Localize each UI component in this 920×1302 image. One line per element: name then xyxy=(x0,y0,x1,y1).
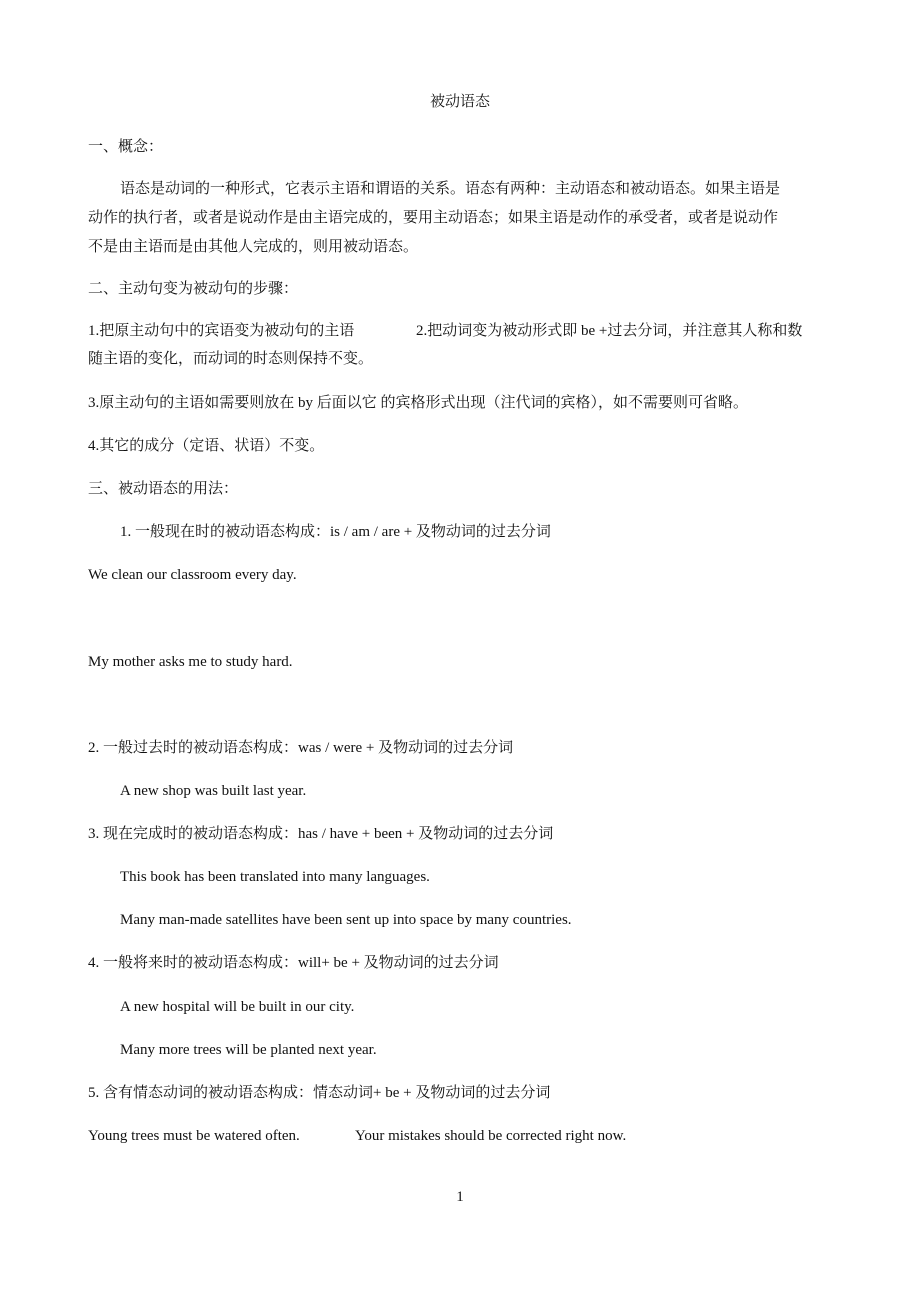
usage-item-1-example-2: My mother asks me to study hard. xyxy=(88,654,293,670)
usage-item-1-example-1: We clean our classroom every day. xyxy=(88,567,297,583)
usage-item-4-label: 4. 一般将来时的被动语态构成：will+ be + 及物动词的过去分词 xyxy=(88,955,499,971)
section-heading-usage: 三、被动语态的用法： xyxy=(88,481,239,497)
step-2-line-2: 随主语的变化，而动词的时态则保持不变。 xyxy=(88,351,374,367)
section-heading-steps: 二、主动句变为被动句的步骤： xyxy=(88,281,299,297)
section-heading-concept: 一、概念： xyxy=(88,139,164,155)
usage-item-2-label: 2. 一般过去时的被动语态构成：was / were + 及物动词的过去分词 xyxy=(88,740,514,756)
usage-item-4-example-2: Many more trees will be planted next year. xyxy=(120,1042,377,1058)
concept-paragraph-line-2: 动作的执行者，或者是说动作是由主语完成的，要用主动语态；如果主语是动作的承受者，或者是说动作 xyxy=(88,210,779,226)
usage-item-2-example-1: A new shop was built last year. xyxy=(120,783,307,799)
step-2-line-1: 2.把动词变为被动形式即 be +过去分词，并注意其人称和数 xyxy=(416,323,803,339)
usage-item-5-example-2: Your mistakes should be corrected right now. xyxy=(355,1128,627,1144)
step-3: 3.原主动句的主语如需要则放在 by 后面以它 的宾格形式出现（注代词的宾格），如不需要则可省略。 xyxy=(88,395,749,411)
usage-item-3-example-2: Many man-made satellites have been sent up into space by many countries. xyxy=(120,912,572,928)
step-1: 1.把原主动句中的宾语变为被动句的主语 xyxy=(88,323,355,339)
usage-item-4-example-1: A new hospital will be built in our city. xyxy=(120,999,355,1015)
concept-paragraph-line-1: 语态是动词的一种形式，它表示主语和谓语的关系。语态有两种：主动语态和被动语态。如果主语是 xyxy=(120,181,781,197)
step-4: 4.其它的成分（定语、状语）不变。 xyxy=(88,438,325,454)
usage-item-5-label: 5. 含有情态动词的被动语态构成：情态动词+ be + 及物动词的过去分词 xyxy=(88,1085,551,1101)
document-title: 被动语态 xyxy=(429,94,490,110)
usage-item-5-example-1: Young trees must be watered often. xyxy=(88,1128,300,1144)
usage-item-1-label: 1. 一般现在时的被动语态构成：is / am / are + 及物动词的过去分词 xyxy=(120,524,551,540)
usage-item-3-example-1: This book has been translated into many languages. xyxy=(120,869,430,885)
page-number: 1 xyxy=(456,1189,464,1205)
usage-item-3-label: 3. 现在完成时的被动语态构成：has / have + been + 及物动词的过去分词 xyxy=(88,826,554,842)
concept-paragraph-line-3: 不是由主语而是由其他人完成的，则用被动语态。 xyxy=(88,239,419,255)
